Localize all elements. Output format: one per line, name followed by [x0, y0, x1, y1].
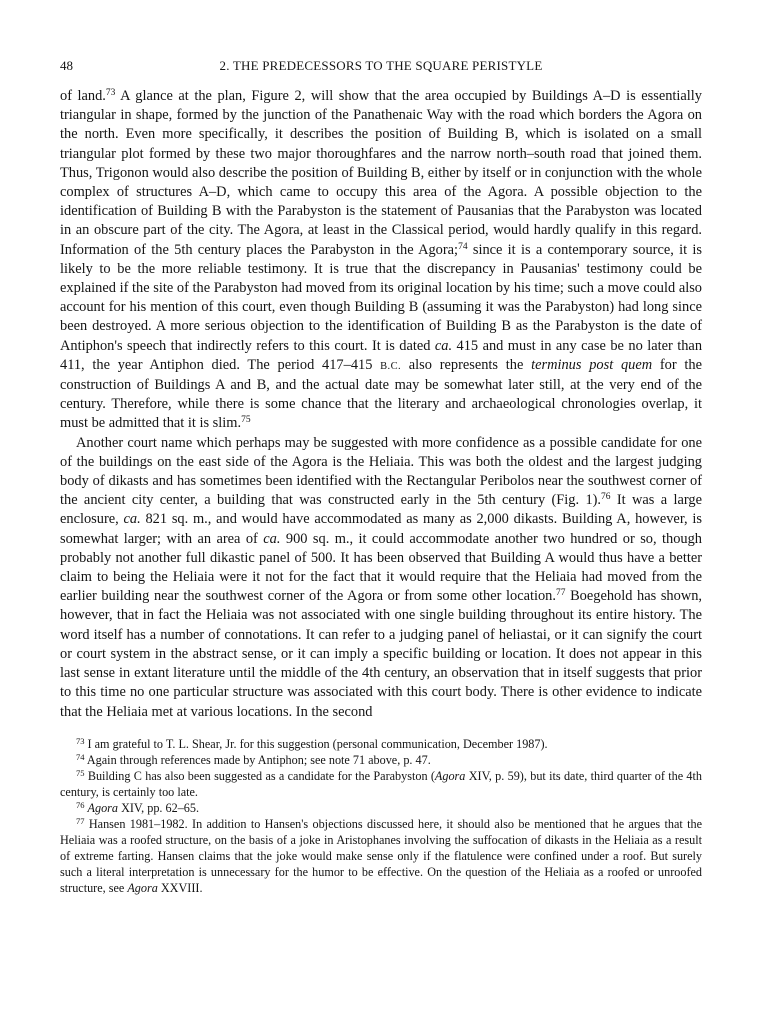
footnote-ref-74: 74 — [458, 241, 468, 252]
footnote-ref-76: 76 — [601, 492, 611, 503]
text-span: It was a large enclosure, — [60, 492, 702, 528]
footnote-ref-73: 73 — [105, 88, 116, 98]
footnote-text: XXVIII. — [157, 880, 203, 895]
text-span: A glance at the plan, Figure 2, will show that the area occupied by Buildings A–D is essentially triangular in shape, formed by the junction of the Panathenaic Way with the road which borders the Agora on the north. Even more specifically, it describes the position of Building B, which is isolated on a small triangular plot formed by these two major thoroughfares and the narrow north–south road that joined them. Thus, Trigonon would also describe the position of Building B, either by itself or in conjunction with the whole complex of structures A–D, which came to occupy this area of the Agora. A possible objection to the identification of Building B with the Parabyston is the statement of Pausanias that the Parabyston was located in an obscure part of the city. The Agora, at least in the Classical period, would hardly qualify in this regard. Information of the 5th century places the Parabyston in the Agora; — [60, 88, 702, 258]
footnote-74 — [60, 752, 702, 768]
text-span: Boegehold has shown, however, that in fact the Heliaia was not associated with one single building throughout its entire history. The word itself has a number of connotations. It can refer to a judging panel of heliastai, or it can signify the court or court system in the abstract sense, or it can imply a specific building or location. It does not appear in this last sense in extant literature until the middle of the 4th century, an observation that in itself suggests that prior to this time no one particular structure was associated with this court body. There is other evidence to indicate that the Heliaia met at various locations. In the second — [60, 588, 703, 720]
body-text — [60, 87, 702, 722]
page — [60, 58, 702, 896]
italic-text: Agora — [127, 880, 158, 895]
text-span: Another court name which perhaps may be suggested with more confidence as a possible candidate for one of the buildings on the east side of the Agora is the Heliaia. This was both the oldest and the largest judging body of dikasts and has sometimes been identified with the Rectangular Peribolos near the southwest corner of the ancient city center, a building that was constructed early in the 5th century (Fig. 1). — [60, 434, 702, 509]
footnote-77 — [60, 816, 702, 896]
italic-text: ca. — [434, 337, 453, 354]
running-title: 2. THE PREDECESSORS TO THE SQUARE PERISTYLE — [219, 58, 543, 73]
text-span: since it is a contemporary source, it is likely to be the more reliable testimony. It is true that the discrepancy in Pausanias' testimony could be explained if the site of the Parabyston had moved from its original location by his time; such a move could also account for his mention of this court, even though Building B (assuming it was the Parabyston) had long since been destroyed. A more serious objection to the identification of Building B as the Parabyston is the date of Antiphon's speech that indirectly refers to this court. It is dated — [60, 241, 703, 354]
paragraph-2 — [60, 434, 702, 722]
italic-text: ca. — [123, 511, 141, 528]
footnote-ref-77: 77 — [555, 588, 566, 599]
small-caps-text: B.C. — [380, 360, 402, 372]
footnote-text: XIV, p. 59), but its date, third quarter of the 4th century, is certainly too late. — [60, 768, 703, 799]
footnote-number: 76 — [76, 799, 85, 810]
page-header — [60, 58, 702, 76]
italic-text: terminus post quem — [531, 356, 653, 373]
footnote-text: I am grateful to T. L. Shear, Jr. for this suggestion (personal communication, December 1987). — [84, 736, 548, 751]
footnote-73 — [60, 736, 702, 752]
footnotes — [60, 736, 702, 896]
italic-text: Agora — [434, 768, 466, 783]
footnote-number: 74 — [76, 751, 85, 762]
italic-text: ca. — [263, 530, 281, 547]
footnote-76 — [60, 800, 702, 816]
text-span: also represents the — [401, 356, 532, 373]
footnote-number: 77 — [76, 815, 85, 826]
text-span: for the construction of Buildings A and B, and the actual date may be somewhat later still, at the very end of the century. Therefore, while there is some chance that the literary and archaeological chronologies overlap, it must be admitted that it is slim. — [60, 356, 702, 432]
text-span: 821 sq. m., and would have accommodated as many as 2,000 dikasts. Building A, however, is somewhat larger; with an area of — [60, 511, 702, 547]
text-span: 900 sq. m., it could accommodate another two hundred or so, though probably not another full dikastic panel of 500. It has been observed that Building A would thus have a better claim to being the Heliaia were it not for the fact that it would require that the Heliaia had moved from the earlier building near the southwest corner of the Agora or from some other location. — [60, 530, 702, 605]
footnote-text: Hansen 1981–1982. In addition to Hansen's objections discussed here, it should also be mentioned that he argues that the Heliaia was a roofed structure, on the basis of a joke in Aristophanes involving the suffocation of dikasts in the Heliaia as a result of extreme farting. Hansen claims that the joke would make sense only if the flatulence were confined under a roof. But surely such a literal interpretation is unnecessary for the humor to be effective. On the question of the Heliaia as a roofed or unroofed structure, see — [60, 816, 702, 895]
footnote-text: Again through references made by Antiphon; see note 71 above, p. 47. — [84, 752, 431, 767]
footnote-75 — [60, 768, 702, 800]
page-number: 48 — [60, 58, 73, 73]
paragraph-1 — [60, 87, 702, 434]
footnote-number: 75 — [76, 767, 85, 778]
footnote-text: Building C has also been suggested as a candidate for the Parabyston ( — [84, 768, 435, 783]
text-span: of land. — [60, 88, 106, 104]
footnote-number: 73 — [76, 735, 85, 746]
footnote-ref-75: 75 — [241, 415, 251, 426]
italic-text: Agora — [87, 800, 119, 815]
footnote-text: XIV, pp. 62–65. — [118, 800, 200, 815]
text-span: 415 and must in any case be no later than 411, the year Antiphon died. The period 417–415 — [60, 337, 703, 373]
